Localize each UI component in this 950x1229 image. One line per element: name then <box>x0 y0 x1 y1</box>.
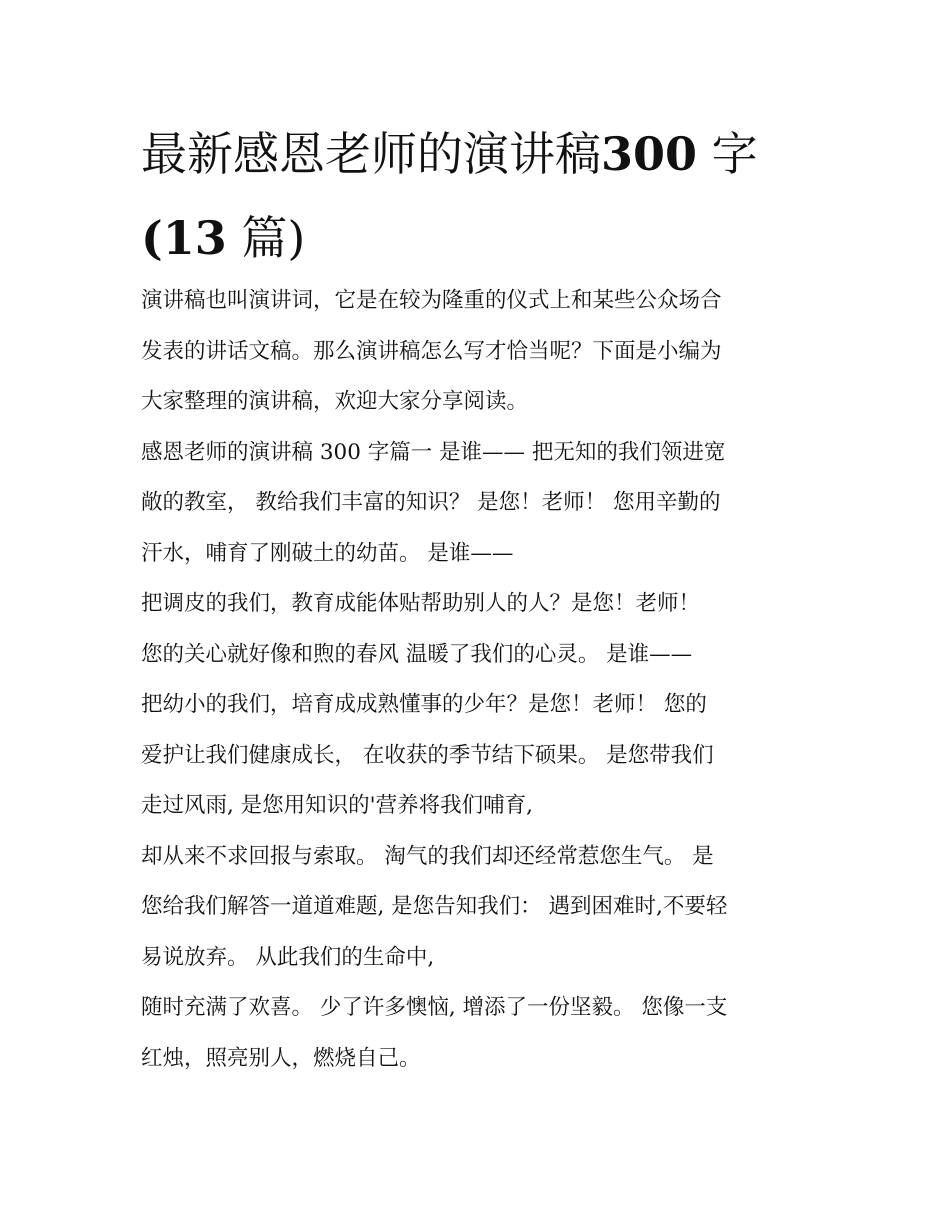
body-line: 大家整理的演讲稿，欢迎大家分享阅读。 <box>141 389 529 414</box>
title-text: 最新感恩老师的演讲稿 <box>141 127 601 181</box>
title-unit: 字 <box>711 127 758 181</box>
body-line: 汗水，哺育了刚破土的幼苗。 是谁—— <box>141 540 514 566</box>
body-line: 易说放弃。 从此我们的生命中, <box>141 944 435 970</box>
document-title <box>141 112 821 280</box>
title-count-unit: 篇) <box>241 211 306 265</box>
body-line: 却从来不求回报与索取。 淘气的我们却还经常惹您生气。 是 <box>141 843 714 869</box>
title-line-2 <box>141 196 821 280</box>
body-line: 把调皮的我们，教育成能体贴帮助别人的人？是您！老师！ <box>141 591 701 616</box>
body-line: 红烛，照亮别人，燃烧自己。 <box>141 1045 421 1071</box>
body-line: 随时充满了欢喜。 少了许多懊恼, 增添了一份坚毅。 您像一支 <box>141 995 728 1020</box>
body-line: 您给我们解答一道道难题, 是您告知我们： 遇到困难时,不要轻 <box>141 894 728 919</box>
body-line: 演讲稿也叫演讲词，它是在较为隆重的仪式上和某些公众场合 <box>141 288 722 313</box>
body-line: 把幼小的我们，培育成成熟懂事的少年？是您！老师！ 您的 <box>141 692 707 717</box>
body-line: 发表的讲话文稿。那么演讲稿怎么写才恰当呢？下面是小编为 <box>141 338 722 364</box>
body-line: 您的关心就好像和煦的春风 温暖了我们的心灵。 是谁—— <box>141 641 693 667</box>
body-line: 走过风雨, 是您用知识的'营养将我们哺育, <box>141 793 533 818</box>
body-line: 感恩老师的演讲稿 300 字篇一 是谁—— 把无知的我们领进宽 <box>141 439 726 465</box>
body-line: 爱护让我们健康成长， 在收获的季节结下硕果。 是您带我们 <box>141 742 714 768</box>
body-line: 敞的教室， 教给我们丰富的知识？ 是您！老师！ 您用辛勤的 <box>141 490 721 515</box>
title-line-1 <box>141 112 821 196</box>
title-number: 300 <box>601 127 698 181</box>
title-count: (13 <box>141 211 227 265</box>
document-body <box>141 276 821 1084</box>
